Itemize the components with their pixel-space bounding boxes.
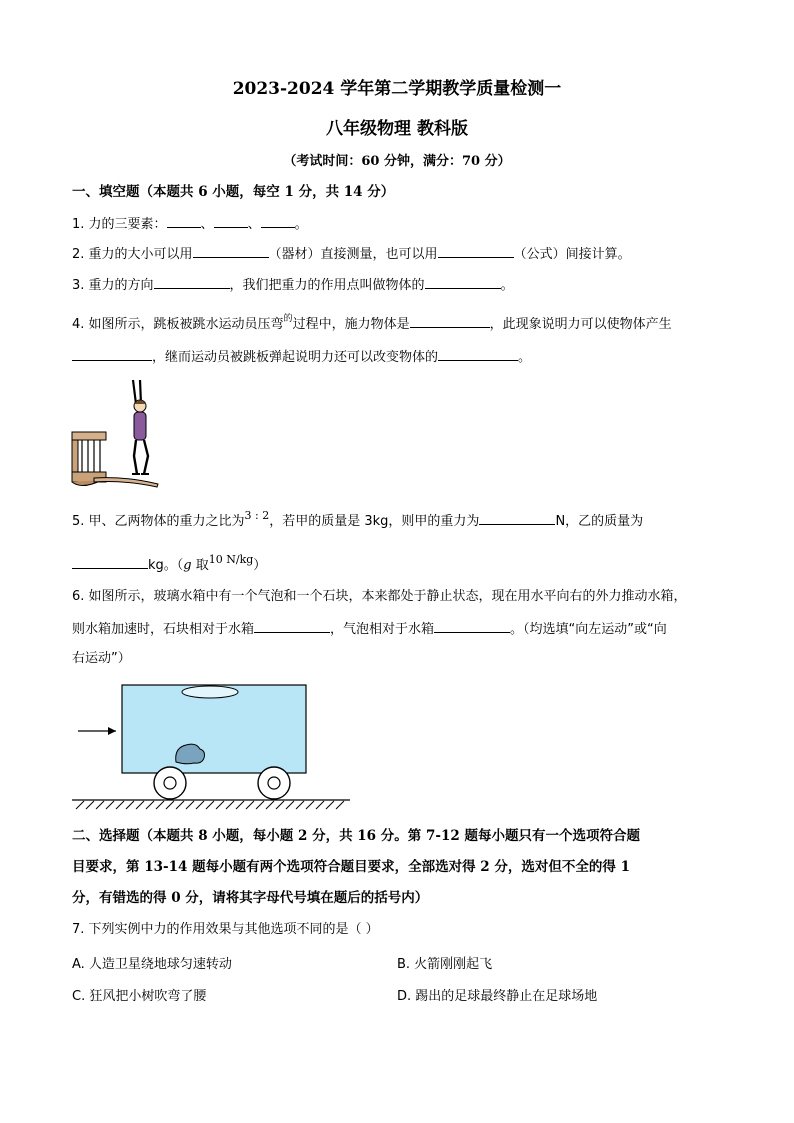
answer-blank[interactable]	[193, 245, 269, 258]
answer-blank[interactable]	[434, 620, 510, 633]
question-3	[72, 276, 514, 295]
q5-g-symbol: g	[183, 558, 192, 573]
section2-heading-line2: 目要求，第 13-14 题每小题有两个选项符合题目要求，全部选对得 2 分，选对但不全的得 1	[72, 859, 630, 875]
q4-text: ，继而运动员被跳板弹起说明力还可以改变物体的	[152, 350, 439, 365]
exam-title: 2023-2024 学年第二学期教学质量检测一	[232, 79, 562, 99]
q5-ratio: 3 : 2	[244, 509, 270, 522]
diver-figure	[70, 376, 162, 494]
q6-text: 右运动”）	[72, 651, 131, 666]
answer-blank[interactable]	[438, 348, 518, 361]
option-a[interactable]: A. 人造卫星绕地球匀速转动	[72, 957, 232, 972]
answer-blank[interactable]	[438, 245, 514, 258]
question-1	[72, 215, 308, 234]
q2-text: （器材）直接测量，也可以用	[268, 247, 438, 262]
answer-blank[interactable]	[72, 348, 152, 361]
q5-text: ，若甲的质量是 3kg，则甲的重力为	[269, 514, 480, 529]
q5-text: N，乙的质量为	[555, 514, 644, 529]
q3-end: 。	[500, 278, 514, 293]
q5-text: 5. 甲、乙两物体的重力之比为	[72, 514, 245, 529]
q1-text: 1. 力的三要素：	[72, 217, 167, 232]
question-4	[72, 315, 672, 335]
q4-end: 。	[518, 350, 532, 365]
q6-text: 则水箱加速时，石块相对于水箱	[72, 622, 255, 637]
question-7-stem: 7. 下列实例中力的作用效果与其他选项不同的是（ ）	[72, 922, 379, 937]
q1-sep: 、	[200, 217, 214, 232]
answer-blank[interactable]	[254, 620, 330, 633]
q2-text: 2. 重力的大小可以用	[72, 247, 193, 262]
q5-text: 取	[191, 558, 209, 573]
question-6-cont	[72, 620, 667, 639]
water-tank-cart	[72, 680, 354, 812]
option-b[interactable]: B. 火箭刚刚起飞	[397, 957, 493, 972]
q1-sep: 、	[247, 217, 261, 232]
q4-text: 4. 如图所示，跳板被跳水运动员压弯	[72, 317, 284, 332]
option-c[interactable]: C. 狂风把小树吹弯了腰	[72, 989, 207, 1004]
question-4-cont	[72, 348, 531, 367]
exam-info: （考试时间：60 分钟，满分：70 分）	[283, 154, 511, 169]
section1-heading: 一、填空题（本题共 6 小题，每空 1 分，共 14 分）	[72, 184, 395, 200]
q5-text: kg。（	[148, 558, 184, 573]
answer-blank[interactable]	[214, 215, 248, 228]
question-5-cont	[72, 553, 267, 575]
q6-text: ，气泡相对于水箱	[330, 622, 435, 637]
q6-text: 。（均选填“向左运动”或“向	[510, 622, 667, 637]
q4-small-char: 的	[283, 314, 293, 324]
q4-text: ，此现象说明力可以使物体产生	[489, 317, 672, 332]
q2-text: （公式）间接计算。	[513, 247, 631, 262]
answer-blank[interactable]	[410, 315, 490, 328]
exam-subtitle: 八年级物理 教科版	[326, 119, 468, 139]
answer-blank[interactable]	[261, 215, 295, 228]
q3-text: ，我们把重力的作用点叫做物体的	[229, 278, 425, 293]
answer-blank[interactable]	[479, 512, 555, 525]
q3-text: 3. 重力的方向	[72, 278, 154, 293]
q5-end: ）	[253, 558, 267, 573]
option-d[interactable]: D. 踢出的足球最终静止在足球场地	[397, 989, 598, 1004]
answer-blank[interactable]	[425, 276, 501, 289]
section2-heading-line3: 分，有错选的得 0 分，请将其字母代号填在题后的括号内）	[72, 890, 429, 906]
question-6	[72, 588, 687, 606]
question-6-cont2	[72, 650, 131, 668]
question-2	[72, 245, 631, 264]
answer-blank[interactable]	[154, 276, 230, 289]
q5-gvalue: 10 N/kg	[208, 553, 254, 566]
answer-blank[interactable]	[167, 215, 201, 228]
section2-heading-line1: 二、选择题（本题共 8 小题，每小题 2 分，共 16 分。第 7-12 题每小题只有一个选项符合题	[72, 828, 640, 844]
q4-text: 过程中，施力物体是	[292, 317, 410, 332]
q1-end: 。	[294, 217, 308, 232]
question-5	[72, 509, 644, 531]
answer-blank[interactable]	[72, 556, 148, 569]
q6-text: 6. 如图所示，玻璃水箱中有一个气泡和一个石块，本来都处于静止状态，现在用水平向右的外力推动水箱，	[72, 589, 687, 604]
